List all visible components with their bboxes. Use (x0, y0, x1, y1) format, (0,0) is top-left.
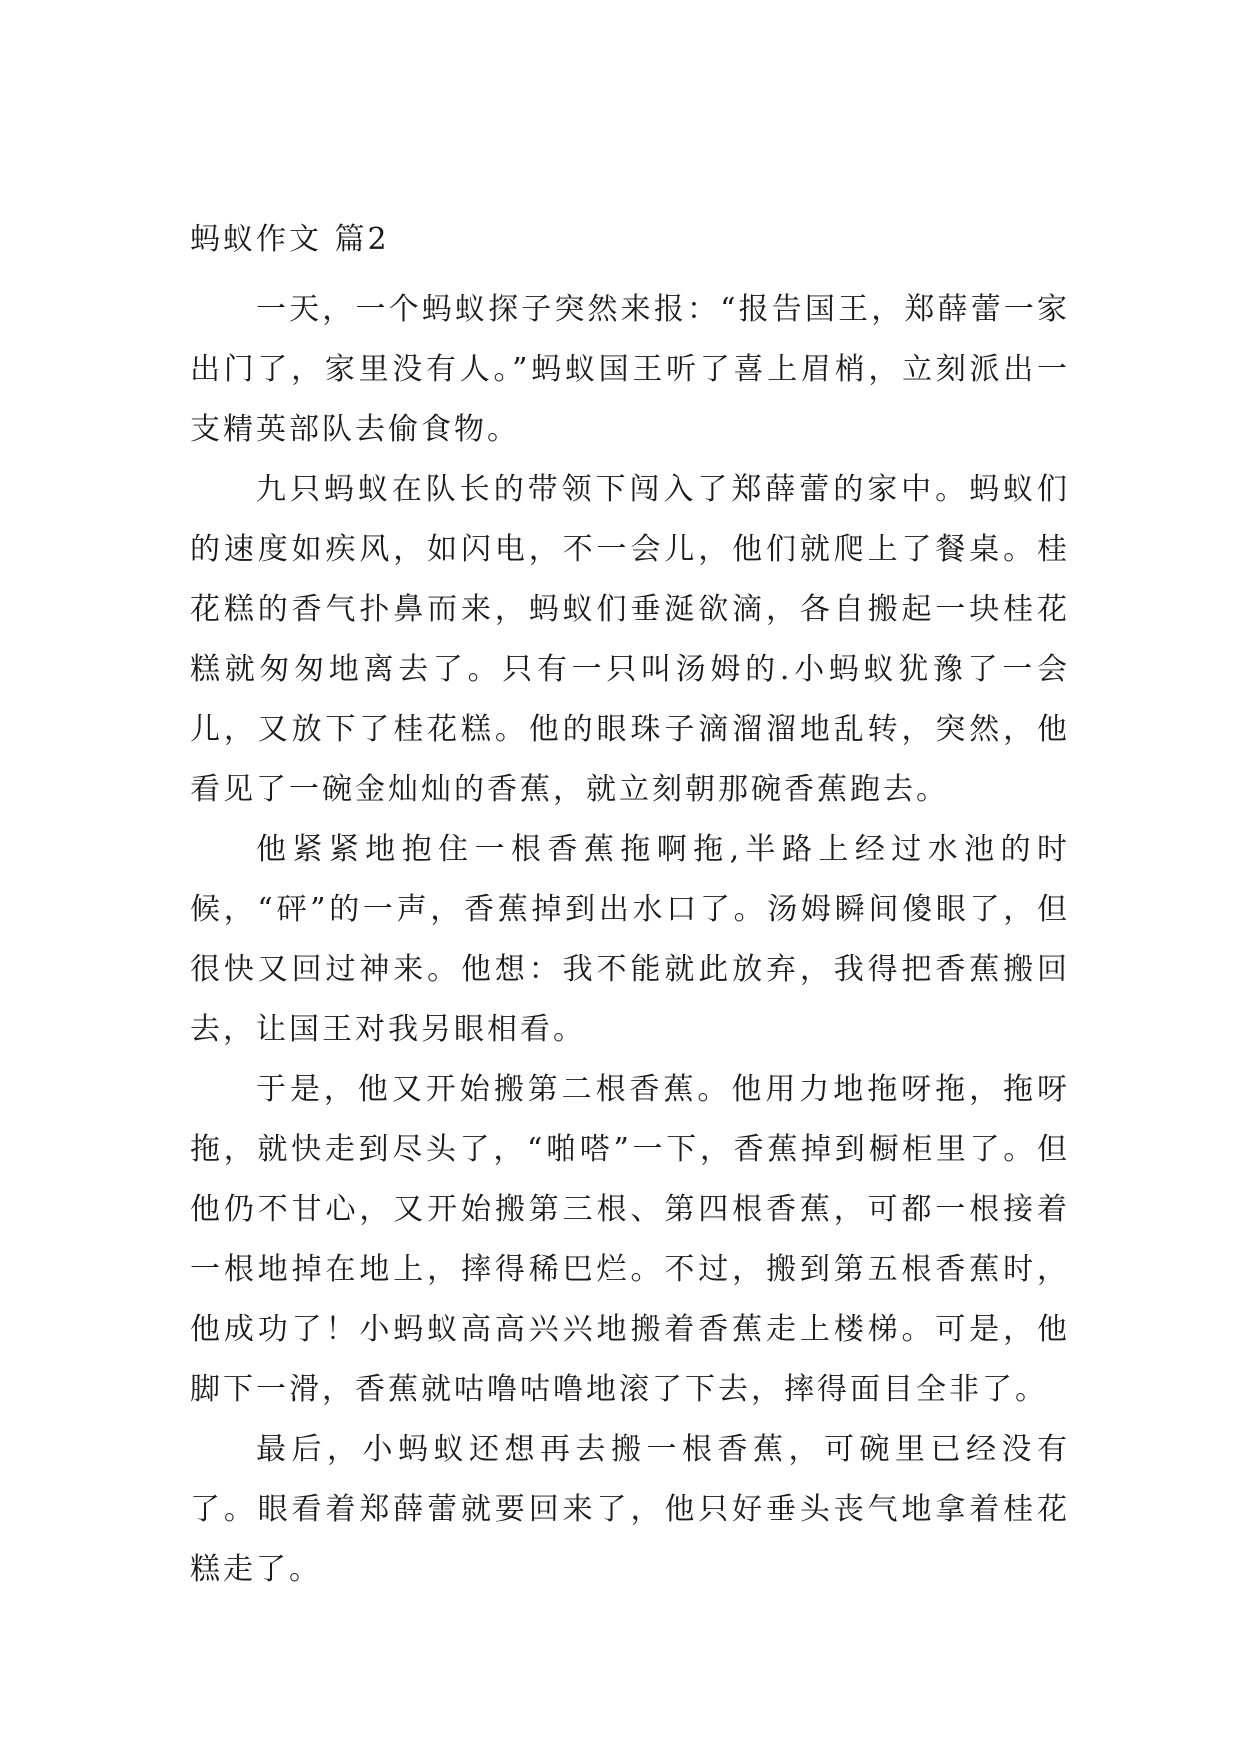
document-body (190, 220, 1070, 1600)
paragraph-2: 九只蚂蚁在队长的带领下闯入了郑薛蕾的家中。蚂蚁们的速度如疾风，如闪电，不一会儿，他们就爬上了餐桌。桂花糕的香气扑鼻而来，蚂蚁们垂涎欲滴，各自搬起一块桂花糕就匆匆地离去了。只有一只叫汤姆的.小蚂蚁犹豫了一会儿，又放下了桂花糕。他的眼珠子滴溜溜地乱转，突然，他看见了一碗金灿灿的香蕉，就立刻朝那碗香蕉跑去。 (190, 472, 1070, 807)
paragraph-4: 于是，他又开始搬第二根香蕉。他用力地拖呀拖，拖呀拖，就快走到尽头了，“啪嗒”一下，香蕉掉到橱柜里了。但他仍不甘心，又开始搬第三根、第四根香蕉，可都一根接着一根地掉在地上，摔得稀巴烂。不过，搬到第五根香蕉时，他成功了！小蚂蚁高高兴兴地搬着香蕉走上楼梯。可是，他脚下一滑，香蕉就咕噜咕噜地滚了下去，摔得面目全非了。 (190, 1072, 1070, 1407)
paragraph-3: 他紧紧地抱住一根香蕉拖啊拖,半路上经过水池的时候，“砰”的一声，香蕉掉到出水口了。汤姆瞬间傻眼了，但很快又回过神来。他想：我不能就此放弃，我得把香蕉搬回去，让国王对我另眼相看。 (190, 832, 1070, 1047)
paragraph-1: 一天，一个蚂蚁探子突然来报：“报告国王，郑薛蕾一家出门了，家里没有人。”蚂蚁国王听了喜上眉梢，立刻派出一支精英部队去偷食物。 (190, 292, 1070, 447)
document-title: 蚂蚁作文 篇2 (190, 222, 390, 257)
paragraph-5: 最后，小蚂蚁还想再去搬一根香蕉，可碗里已经没有了。眼看着郑薛蕾就要回来了，他只好垂头丧气地拿着桂花糕走了。 (190, 1432, 1070, 1587)
